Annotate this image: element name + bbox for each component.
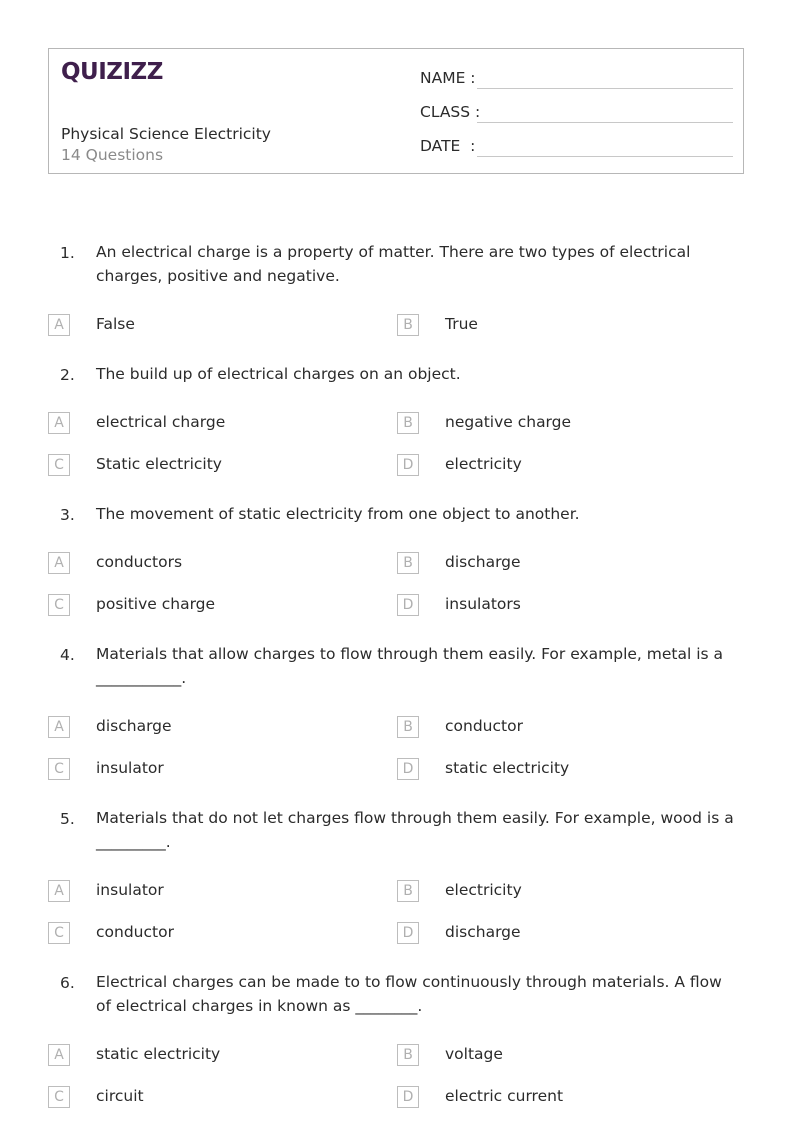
question-number: 5. (60, 810, 75, 828)
date-label: DATE : (420, 137, 476, 155)
question-text: Materials that allow charges to flow through them easily. For example, metal is a ___________. (96, 645, 724, 687)
option-letter-box: A (48, 880, 70, 902)
option-text: discharge (445, 923, 521, 941)
question-text: Materials that do not let charges flow through them easily. For example, wood is a _________. (96, 809, 734, 851)
question-number: 4. (60, 646, 75, 664)
option-letter-box: C (48, 594, 70, 616)
option-letter-box: A (48, 412, 70, 434)
question-number: 6. (60, 974, 75, 992)
option-text: insulators (445, 595, 521, 613)
option-text: voltage (445, 1045, 503, 1063)
question-text: Electrical charges can be made to to flow continuously through materials. A flow of electrical charges in known as ________. (96, 973, 722, 1015)
question-text: The build up of electrical charges on an object. (96, 365, 461, 383)
option-text: conductor (445, 717, 523, 735)
option-letter-box: A (48, 552, 70, 574)
option-letter-box: D (397, 922, 419, 944)
date-field[interactable] (420, 137, 733, 161)
class-field[interactable] (420, 103, 733, 127)
option-text: electric current (445, 1087, 564, 1105)
option-text: discharge (96, 717, 172, 735)
option-text: conductor (96, 923, 174, 941)
option-letter-box: B (397, 314, 419, 336)
option-text: discharge (445, 553, 521, 571)
worksheet-title: Physical Science Electricity (61, 125, 271, 143)
option-text: static electricity (445, 759, 570, 777)
name-label: NAME : (420, 69, 476, 87)
option-text: False (96, 315, 135, 333)
option-text: electricity (445, 881, 522, 899)
option-letter-box: B (397, 1044, 419, 1066)
question-text: An electrical charge is a property of matter. There are two types of electrical charges, positive and negative. (96, 243, 691, 285)
name-line[interactable] (477, 88, 733, 89)
option-letter-box: B (397, 716, 419, 738)
name-field[interactable] (420, 69, 733, 93)
option-letter-box: A (48, 314, 70, 336)
question-text: The movement of static electricity from one object to another. (96, 505, 580, 523)
option-letter-box: C (48, 454, 70, 476)
question-number: 2. (60, 366, 75, 384)
class-label: CLASS : (420, 103, 481, 121)
quizizz-logo: QUIZIZZ (61, 59, 163, 85)
question-number: 1. (60, 244, 75, 262)
option-letter-box: C (48, 1086, 70, 1108)
option-text: negative charge (445, 413, 572, 431)
option-letter-box: A (48, 716, 70, 738)
option-letter-box: D (397, 594, 419, 616)
option-letter-box: A (48, 1044, 70, 1066)
option-letter-box: D (397, 758, 419, 780)
option-text: True (445, 315, 478, 333)
option-text: electrical charge (96, 413, 226, 431)
option-letter-box: D (397, 454, 419, 476)
option-letter-box: C (48, 758, 70, 780)
option-text: positive charge (96, 595, 216, 613)
option-text: insulator (96, 881, 164, 899)
option-letter-box: B (397, 412, 419, 434)
option-text: insulator (96, 759, 164, 777)
option-text: Static electricity (96, 455, 222, 473)
option-text: static electricity (96, 1045, 221, 1063)
option-letter-box: B (397, 880, 419, 902)
option-letter-box: D (397, 1086, 419, 1108)
date-line[interactable] (477, 156, 733, 157)
option-text: conductors (96, 553, 183, 571)
option-letter-box: B (397, 552, 419, 574)
option-text: circuit (96, 1087, 144, 1105)
worksheet-header (48, 48, 744, 174)
class-line[interactable] (477, 122, 733, 123)
option-letter-box: C (48, 922, 70, 944)
question-number: 3. (60, 506, 75, 524)
question-count: 14 Questions (61, 146, 164, 164)
option-text: electricity (445, 455, 522, 473)
